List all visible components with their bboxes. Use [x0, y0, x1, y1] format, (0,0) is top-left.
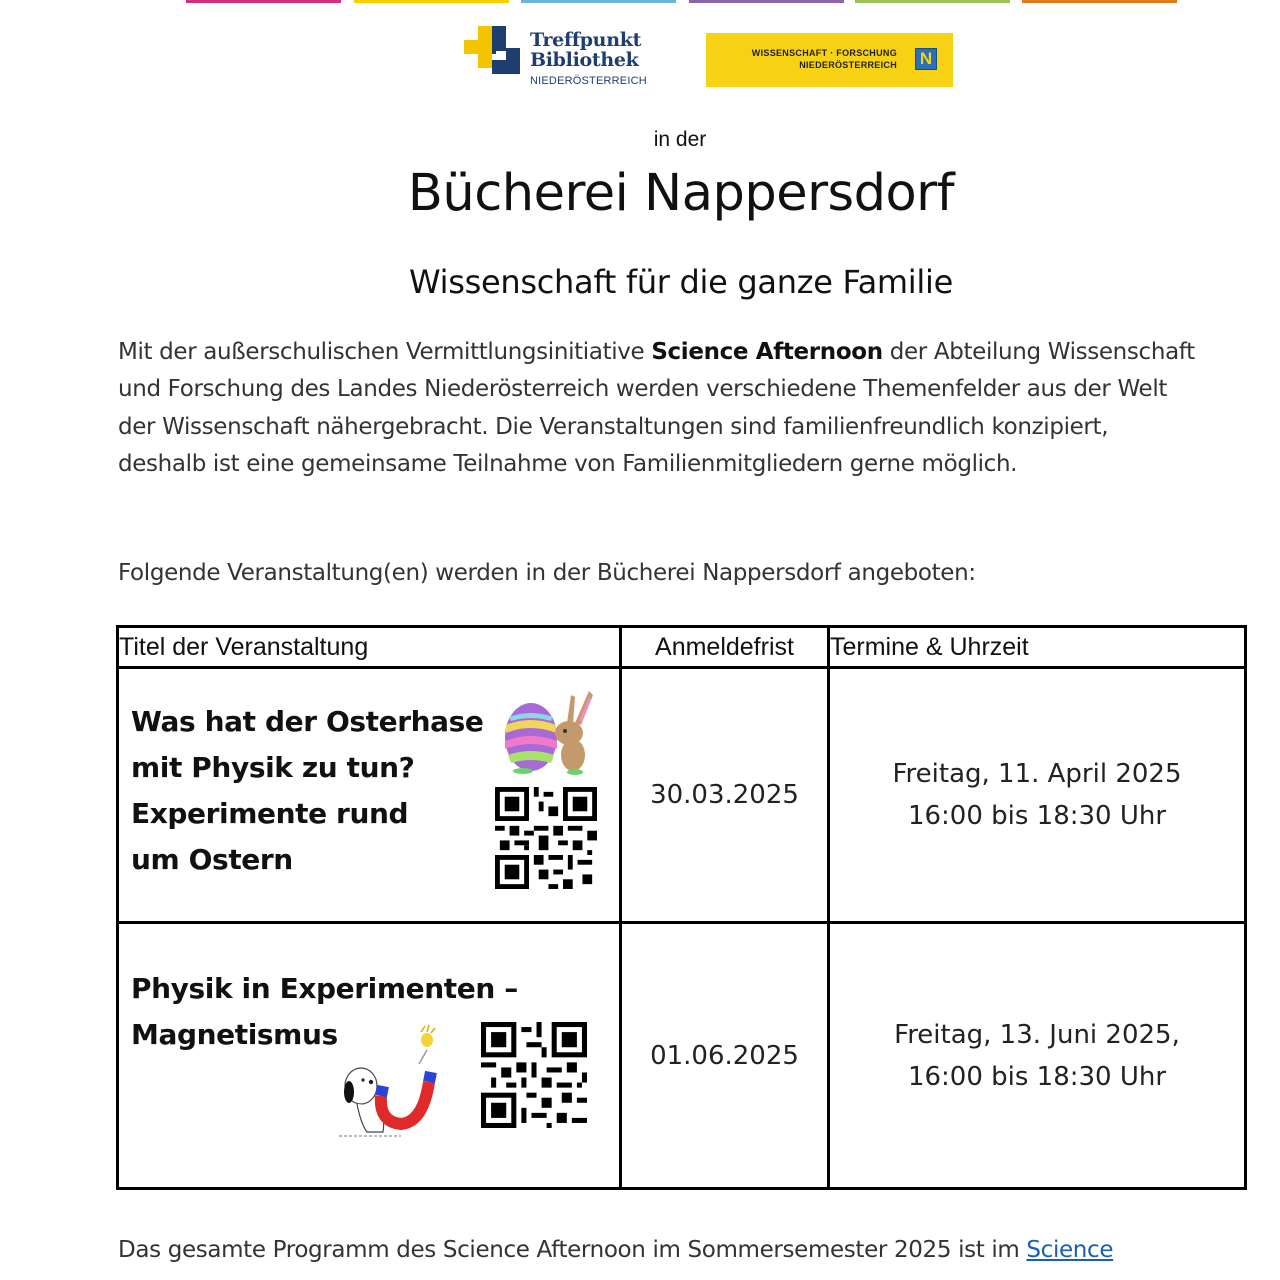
page-title: Bücherei Nappersdorf: [407, 164, 955, 223]
event-title-cell: [118, 923, 621, 1189]
event-date: Freitag, 13. Juni 2025,: [894, 1019, 1180, 1050]
treffpunkt-cross-icon: [464, 26, 524, 74]
treffpunkt-line1: Treffpunkt: [530, 29, 642, 51]
event-title: [131, 966, 518, 1058]
event-deadline: 01.06.2025: [621, 923, 829, 1189]
header-title: Titel der Veranstaltung: [118, 627, 621, 668]
event-title-line: Was hat der Osterhase: [131, 705, 484, 738]
event-title-line: Physik in Experimenten –: [131, 972, 518, 1005]
intro-text-1: Mit der außerschulischen Vermittlungsinitiative: [118, 339, 652, 365]
footer-sentence: Das gesamte Programm des Science Afternoon im Sommersemester 2025 ist im: [118, 1237, 1027, 1263]
footer-text: [118, 1237, 1113, 1263]
treffpunkt-region: NIEDERÖSTERREICH: [530, 75, 647, 87]
snoopy-magnet-icon: [331, 1024, 456, 1144]
color-bar-purple: [689, 0, 844, 3]
event-title-line: Experimente rund: [131, 797, 409, 830]
science-afternoon-link[interactable]: Science: [1026, 1237, 1114, 1263]
color-bar-magenta: [186, 0, 341, 3]
event-title-line: mit Physik zu tun?: [131, 751, 415, 784]
events-intro: Folgende Veranstaltung(en) werden in der Bücherei Nappersdorf angeboten:: [118, 560, 976, 586]
qr-code-icon[interactable]: [495, 787, 597, 889]
page-subtitle: Wissenschaft für die ganze Familie: [409, 263, 953, 301]
event-title-line: Magnetismus: [131, 1018, 338, 1051]
color-bar-yellow: [354, 0, 509, 3]
intro-text-2: der Abteilung Wissenschaft und Forschung des Landes Niederösterreich werden verschiedene Themenfelder aus der Welt der Wissenschaft nähergebracht. Die Veranstaltungen sind familienfreundlich konzipiert, deshalb ist eine gemeinsame Teilnahme von Familienmitgliedern gerne möglich.: [118, 339, 1195, 477]
color-bar-orange: [1022, 0, 1177, 3]
pre-title: in der: [653, 128, 707, 151]
wissenschaft-logo-text: [752, 47, 897, 71]
easter-bunny-egg-icon: [499, 687, 599, 777]
event-title-line: um Ostern: [131, 843, 293, 876]
event-deadline: 30.03.2025: [621, 668, 829, 923]
treffpunkt-line2: Bibliothek: [530, 49, 639, 71]
noe-badge-icon: N: [915, 48, 937, 70]
treffpunkt-bibliothek-logo: [464, 26, 664, 90]
treffpunkt-logo-text: [530, 30, 641, 70]
header-deadline: Anmeldefrist: [621, 627, 829, 668]
table-row: [118, 923, 1246, 1189]
wissenschaft-line2: NIEDERÖSTERREICH: [799, 60, 897, 70]
wissenschaft-line1: WISSENSCHAFT · FORSCHUNG: [751, 48, 897, 58]
event-title: [131, 699, 483, 883]
qr-code-icon[interactable]: [481, 1022, 587, 1128]
event-datetime: [829, 668, 1246, 923]
wissenschaft-forschung-logo: [706, 33, 953, 87]
intro-bold-science-afternoon: Science Afternoon: [651, 339, 883, 365]
event-title-cell: [118, 668, 621, 923]
table-row: [118, 668, 1246, 923]
intro-paragraph: [118, 334, 1198, 483]
event-time: 16:00 bis 18:30 Uhr: [907, 801, 1167, 831]
table-header-row: [118, 627, 1246, 668]
events-table: [116, 625, 1247, 1190]
event-date: Freitag, 11. April 2025: [892, 759, 1182, 789]
header-dates: Termine & Uhrzeit: [829, 627, 1246, 668]
color-bar-blue: [521, 0, 676, 3]
color-bar-green: [855, 0, 1010, 3]
event-datetime: [829, 923, 1246, 1189]
event-time: 16:00 bis 18:30 Uhr: [907, 1061, 1167, 1092]
